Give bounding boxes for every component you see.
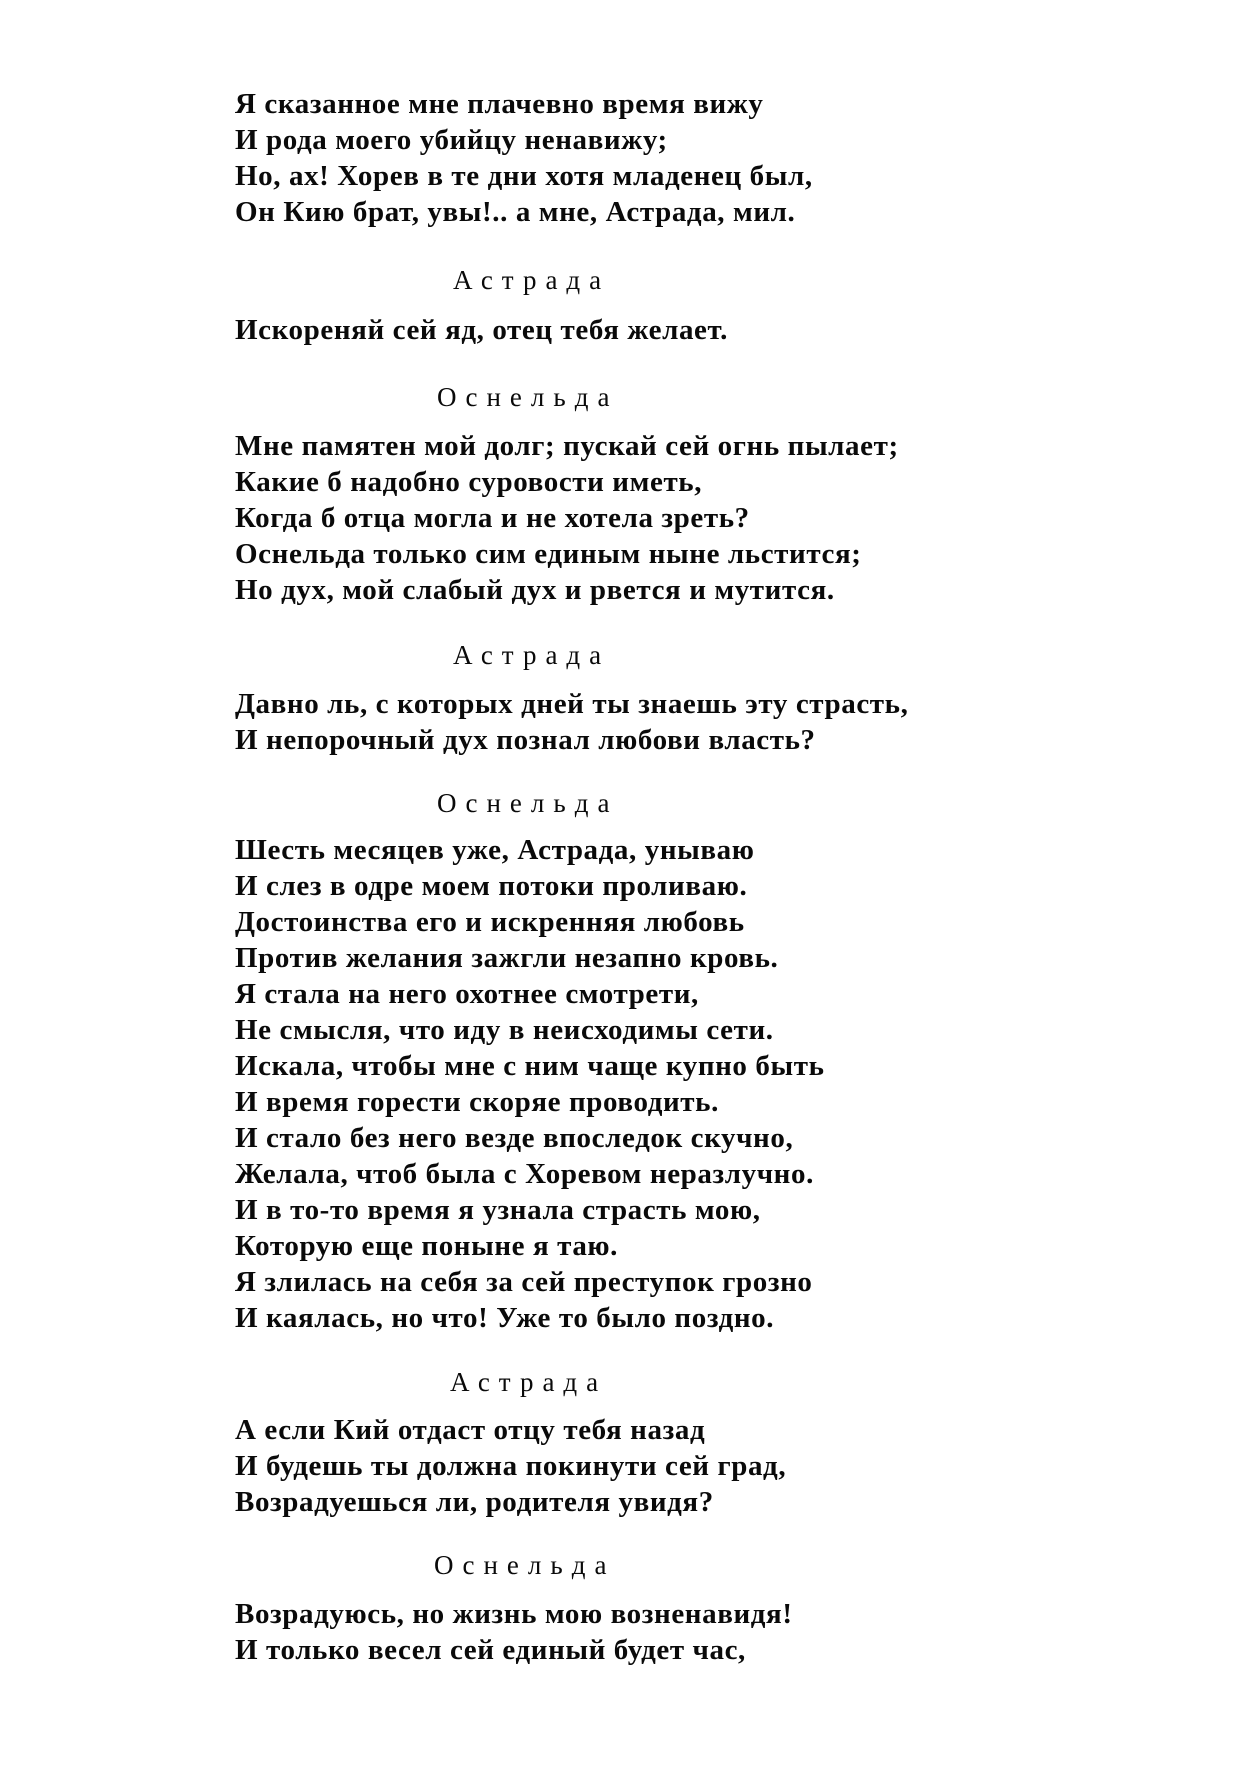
verse-line: И будешь ты должна покинути сей град,: [235, 1450, 787, 1482]
verse-line: А если Кий отдаст отцу тебя назад: [235, 1414, 706, 1446]
speaker-name: Астрада: [453, 265, 611, 295]
verse-line: И только весел сей единый будет час,: [235, 1634, 746, 1666]
verse-line: И в то-то время я узнала страсть мою,: [235, 1194, 761, 1226]
verse-line: Но дух, мой слабый дух и рвется и мутится.: [235, 574, 835, 606]
verse-line: И слез в одре моем потоки проливаю.: [235, 870, 748, 902]
verse-line: Искореняй сей яд, отец тебя желает.: [235, 314, 729, 346]
verse-line: Но, ах! Хорев в те дни хотя младенец был,: [235, 160, 813, 192]
verse-line: Которую еще поныне я таю.: [235, 1230, 619, 1262]
speaker-name: Оснельда: [434, 1550, 616, 1580]
verse-line: Какие б надобно суровости иметь,: [235, 466, 703, 498]
verse-line: Против желания зажгли незапно кровь.: [235, 942, 779, 974]
verse-line: И стало без него везде впоследок скучно,: [235, 1122, 794, 1154]
verse-line: И рода моего убийцу ненавижу;: [235, 124, 668, 156]
verse-line: Я сказанное мне плачевно время вижу: [235, 88, 764, 120]
verse-line: Шесть месяцев уже, Астрада, унываю: [235, 834, 755, 866]
verse-line: Оснельда только сим единым ныне льстится;: [235, 538, 862, 570]
verse-line: Мне памятен мой долг; пускай сей огнь пылает;: [235, 430, 899, 462]
verse-line: Он Кию брат, увы!.. а мне, Астрада, мил.: [235, 196, 796, 228]
speaker-name: Астрада: [450, 1367, 608, 1397]
verse-line: Возрадуешься ли, родителя увидя?: [235, 1486, 714, 1518]
speaker-name: Оснельда: [437, 788, 619, 818]
verse-line: Когда б отца могла и не хотела зреть?: [235, 502, 750, 534]
verse-line: И время горести скоряе проводить.: [235, 1086, 719, 1118]
verse-line: И непорочный дух познал любови власть?: [235, 724, 816, 756]
speaker-name: Астрада: [453, 640, 611, 670]
speaker-name: Оснельда: [437, 382, 619, 412]
verse-line: Не смысля, что иду в неисходимы сети.: [235, 1014, 774, 1046]
verse-line: Я злилась на себя за сей преступок грозно: [235, 1266, 813, 1298]
verse-line: Давно ль, с которых дней ты знаешь эту страсть,: [235, 688, 909, 720]
verse-line: Возрадуюсь, но жизнь мою возненавидя!: [235, 1598, 793, 1630]
verse-line: Я стала на него охотнее смотрети,: [235, 978, 699, 1010]
verse-line: Искала, чтобы мне с ним чаще купно быть: [235, 1050, 825, 1082]
verse-line: Желала, чтоб была с Хоревом неразлучно.: [235, 1158, 814, 1190]
verse-line: И каялась, но что! Уже то было поздно.: [235, 1302, 775, 1334]
verse-line: Достоинства его и искренняя любовь: [235, 906, 745, 938]
